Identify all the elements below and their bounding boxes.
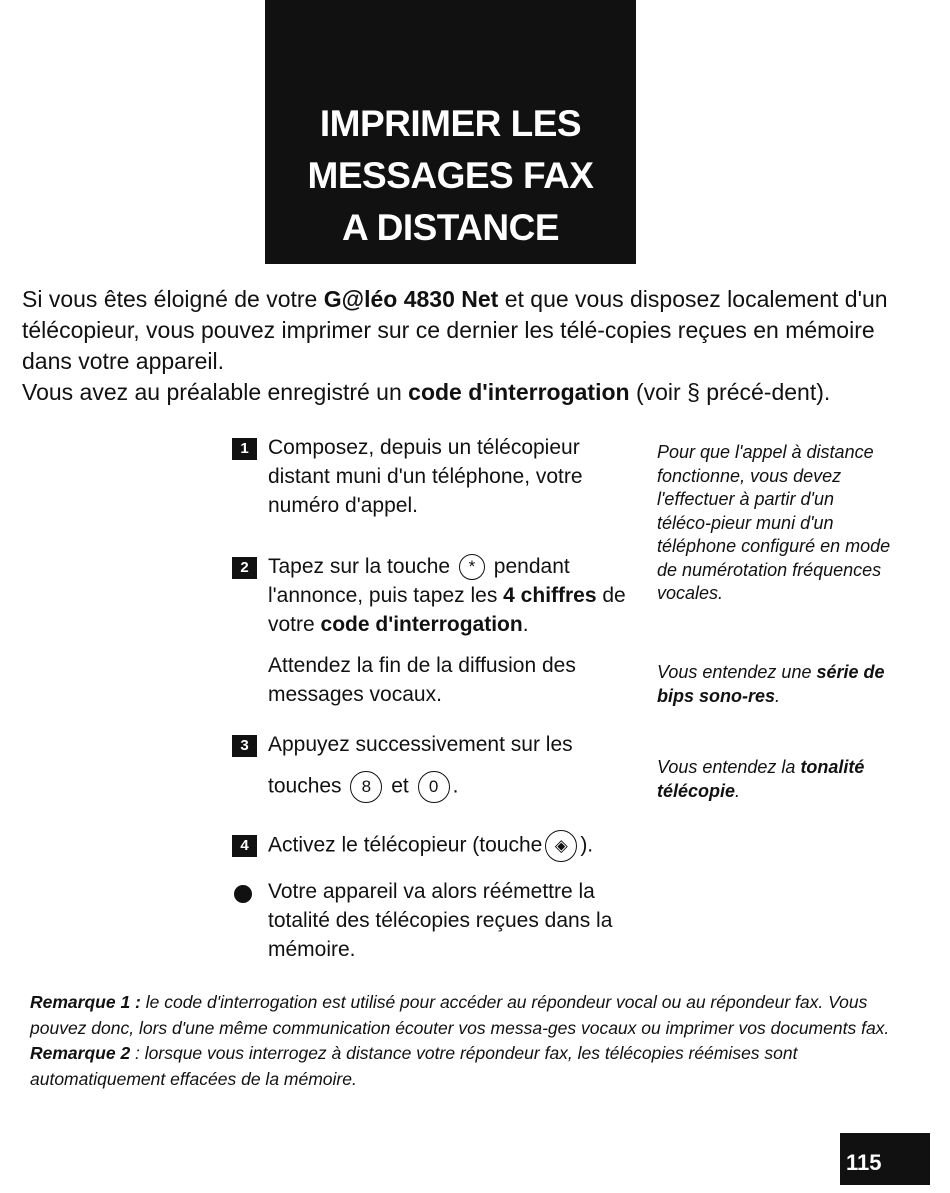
intro-p2-c: (voir § précé-dent). — [629, 379, 831, 405]
step-3 — [232, 730, 632, 803]
result-item — [232, 877, 632, 964]
result-text: Votre appareil va alors réémettre la totalité des télécopies reçues dans la mémoire. — [268, 880, 613, 961]
step-number-1: 1 — [232, 438, 257, 460]
step-1-text: Composez, depuis un télécopieur distant muni d'un téléphone, votre numéro d'appel. — [268, 436, 583, 517]
intro-paragraph-2 — [22, 377, 902, 408]
side-note-2-c: . — [775, 685, 781, 706]
intro-paragraph-1 — [22, 284, 902, 377]
step-number-2: 2 — [232, 557, 257, 579]
remark-2-label: Remarque 2 — [30, 1043, 131, 1063]
start-key-icon: ◈ — [545, 830, 577, 862]
title-line-2: MESSAGES FAX — [307, 155, 594, 196]
side-note-3-a: Vous entendez la — [657, 757, 801, 777]
title-line-1: IMPRIMER LES — [319, 103, 582, 144]
step-2-extra: Attendez la fin de la diffusion des messages vocaux. — [268, 654, 576, 706]
step-number-4: 4 — [232, 835, 257, 857]
page-number: 115 — [840, 1133, 930, 1185]
step-2 — [232, 552, 632, 709]
title-line-3: A DISTANCE — [342, 207, 559, 248]
side-note-3-b: tonalité télécopie — [657, 757, 865, 801]
key-0-icon: 0 — [418, 771, 450, 803]
product-name: G@léo 4830 Net — [323, 286, 499, 312]
intro-p1-c: et que vous disposez localement d'un télécopieur, vous pouvez imprimer sur ce dernier les télé-copies reçues en mémoire dans votre appareil. — [22, 286, 888, 374]
side-note-2 — [657, 661, 892, 708]
page-title — [265, 0, 636, 264]
side-note-3 — [657, 756, 892, 803]
remark-1-text: le code d'interrogation est utilisé pour accéder au répondeur vocal ou au répondeur fax. Vous pouvez donc, lors d'une même communication écouter vos messa-ges vocaux ou imprimer vos documents fax. — [30, 992, 890, 1038]
remark-1-label: Remarque 1 : — [30, 992, 141, 1012]
step-4 — [232, 830, 632, 862]
side-note-2-a: Vous entendez une — [657, 662, 817, 682]
remarks — [30, 990, 900, 1092]
remark-2 — [30, 1041, 900, 1092]
step-4-text-a: Activez le télécopieur (touche — [268, 833, 543, 857]
remark-2-text: : lorsque vous interrogez à distance votre répondeur fax, les télécopies réémises sont automatiquement effacées de la mémoire. — [30, 1043, 798, 1089]
step-2-text-a: Tapez sur la touche — [268, 555, 451, 578]
step-3-text-d: . — [452, 774, 459, 798]
key-8-icon: 8 — [350, 771, 382, 803]
step-3-text-c: et — [391, 774, 409, 798]
remark-1 — [30, 990, 900, 1041]
step-2-code-term: code d'interrogation — [320, 613, 523, 636]
intro-code-term: code d'interrogation — [408, 379, 630, 405]
intro-p1-a: Si vous êtes éloigné de votre — [22, 286, 324, 312]
step-2-text — [268, 552, 632, 639]
step-3-text-line2 — [268, 771, 632, 803]
intro-text — [22, 284, 902, 408]
step-2-text-b: pendant l'annonce, puis tapez les — [268, 555, 570, 607]
step-2-digits: 4 chiffres — [503, 584, 597, 607]
step-1 — [232, 433, 632, 520]
side-note-3-c: . — [735, 780, 741, 801]
side-note-1: Pour que l'appel à distance fonctionne, vous devez l'effectuer à partir d'un téléco-pieur muni d'un téléphone configuré en mode de numérotation fréquences vocales. — [657, 442, 891, 603]
step-2-text-d: . — [522, 613, 529, 636]
step-4-text — [268, 830, 632, 862]
side-note-2-b: série de bips sono-res — [657, 662, 885, 706]
step-number-3: 3 — [232, 735, 257, 757]
star-key-icon: * — [459, 554, 485, 580]
step-2-text-c: de votre — [268, 584, 626, 636]
step-3-text-a: Appuyez successivement sur les — [268, 733, 573, 756]
step-3-text-b: touches — [268, 774, 342, 798]
step-4-text-b: ). — [580, 833, 594, 857]
intro-p2-a: Vous avez au préalable enregistré un — [22, 379, 409, 405]
bullet-icon — [234, 885, 252, 903]
